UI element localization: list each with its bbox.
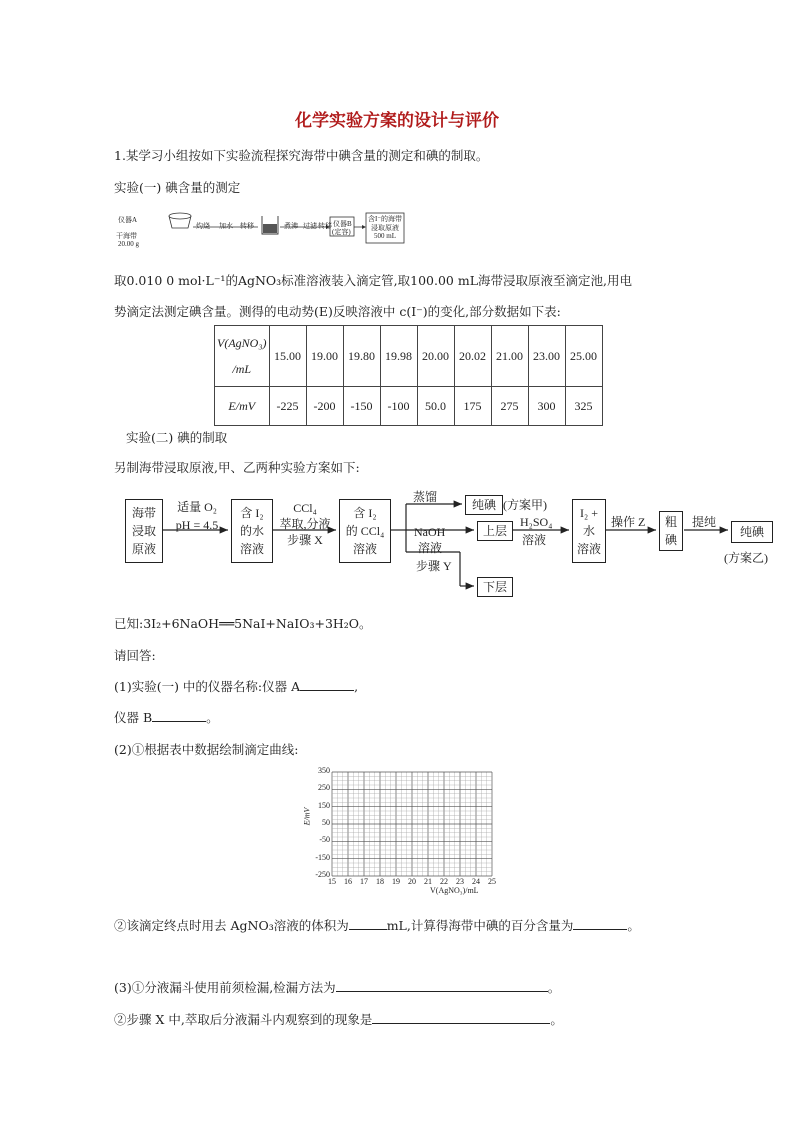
arrow-label-step-y: 步骤 Y: [416, 559, 452, 573]
box-text: 含 I₂: [353, 506, 377, 520]
box-text: 浸取: [131, 524, 156, 538]
paragraph-1-line1: 取0.010 0 mol·L⁻¹的AgNO₃标准溶液装入滴定管,取100.00 mL海带浸取原液至滴定池,用电: [114, 273, 632, 288]
table-cell: 23.00: [528, 326, 565, 387]
answer-blank-phenomenon[interactable]: [372, 1010, 550, 1024]
flow-box-lower-layer: 下层: [477, 577, 513, 597]
x-tick-label: 20: [408, 877, 416, 886]
table-cell: 19.98: [380, 326, 417, 387]
arrow-label-oxygen: 适量 O₂: [177, 500, 217, 514]
box-text: 海带: [131, 506, 156, 520]
table-cell: 50.0: [417, 387, 454, 426]
table-cell: 21.00: [491, 326, 528, 387]
step-filter: 过滤: [303, 222, 317, 230]
question-3-part-1-text: (3)①分液漏斗使用前须检漏,检漏方法为: [114, 980, 336, 995]
page-title: 化学实验方案的设计与评价: [295, 111, 499, 131]
box-text: 粗: [664, 515, 677, 529]
table-cell: -150: [343, 387, 380, 426]
table-cell: 275: [491, 387, 528, 426]
table-cell: -100: [380, 387, 417, 426]
table-cell: 25.00: [565, 326, 602, 387]
table-header-emf: E/mV: [215, 387, 270, 426]
table-cell: 19.80: [343, 326, 380, 387]
volume-header-line1: V(AgNO₃): [217, 336, 267, 350]
x-tick-label: 15: [328, 877, 336, 886]
arrow-label-operation-z: 操作 Z: [611, 515, 646, 529]
flow-box-iodine-water: [231, 499, 273, 563]
step-add-water: 加水: [219, 222, 233, 230]
y-tick-label: 150: [318, 800, 330, 810]
question-1-text: (1)实验(一) 中的仪器名称:仪器 A: [114, 679, 301, 694]
volume-header-line2: /mL: [232, 362, 252, 376]
y-tick-label: -250: [315, 870, 330, 879]
box-text: 含 I₂: [240, 506, 264, 520]
grid-x-axis-title: V(AgNO₃)/mL: [430, 886, 479, 895]
stock-solution-volume: 500 mL: [374, 232, 396, 240]
question-2-part-2: [114, 916, 640, 934]
answer-blank-percentage[interactable]: [573, 916, 627, 930]
question-3-part-2-punct: 。: [550, 1012, 563, 1027]
table-cell: 325: [565, 387, 602, 426]
arrow-label-h2so4-solution: 溶液: [522, 533, 547, 547]
instrument-b-label: 仪器B: [333, 220, 352, 228]
table-cell: 19.00: [306, 326, 343, 387]
table-cell: 15.00: [269, 326, 306, 387]
question-3-part-1-punct: 。: [547, 980, 561, 995]
x-tick-label: 24: [472, 877, 480, 886]
answer-blank-instrument-a[interactable]: [300, 677, 354, 691]
question-1: [114, 677, 358, 695]
x-tick-label: 17: [360, 877, 368, 886]
question-2-part-2-text: ②该滴定终点时用去 AgNO₃溶液的体积为: [114, 918, 349, 933]
table-cell: 20.02: [454, 326, 491, 387]
answer-blank-leak-test[interactable]: [336, 978, 548, 992]
x-tick-label: 25: [488, 877, 496, 886]
box-text: 碘: [664, 533, 677, 547]
x-tick-label: 21: [424, 877, 432, 886]
table-cell: 300: [528, 387, 565, 426]
question-2-part-1: (2)①根据表中数据绘制滴定曲线:: [114, 742, 299, 757]
x-tick-label: 23: [456, 877, 464, 886]
question-2-part-2-mid: mL,计算得海带中碘的百分含量为: [386, 918, 574, 933]
arrow-label-distill: 蒸馏: [413, 490, 438, 504]
arrow-label-step-x: 步骤 X: [287, 533, 323, 547]
y-tick-label: 250: [318, 783, 330, 793]
x-tick-label: 16: [344, 877, 352, 886]
experiment-2-intro: 另制海带浸取原液,甲、乙两种实验方案如下:: [114, 460, 360, 475]
please-answer: 请回答:: [114, 648, 156, 663]
question-1b: [114, 708, 219, 726]
plan-a-label: (方案甲): [503, 498, 547, 512]
experiment-2-heading: 实验(二) 碘的制取: [126, 430, 228, 445]
box-text: 原液: [131, 542, 156, 556]
arrow-label-h2so4: H₂SO₄: [520, 515, 553, 529]
answer-blank-volume[interactable]: [349, 916, 387, 930]
stock-solution-line2: 浸取原液: [371, 224, 399, 232]
box-text: 的水: [239, 524, 264, 538]
y-tick-label: 50: [322, 818, 330, 827]
table-cell: 20.00: [417, 326, 454, 387]
arrow-label-naoh-solution: 溶液: [418, 541, 443, 555]
flow-box-iodine-aqueous: [572, 499, 606, 563]
kelp-mass-label: 20.00 g: [118, 240, 139, 248]
x-tick-label: 19: [392, 877, 400, 886]
plan-b-label: (方案乙): [724, 551, 768, 565]
box-text: I₂ +: [580, 506, 598, 520]
table-cell: 175: [454, 387, 491, 426]
grid-y-axis-title: E/mV: [302, 807, 312, 826]
answer-blank-instrument-b[interactable]: [152, 708, 206, 722]
question-1b-punct: 。: [206, 710, 219, 725]
box-text: 的 CCl₄: [345, 524, 385, 538]
kelp-label: 干海带: [116, 232, 137, 240]
grid-canvas: [326, 770, 526, 890]
question-2-part-2-punct: 。: [627, 918, 640, 933]
step-transfer-1: 转移: [240, 222, 254, 230]
arrow-label-extraction: 萃取,分液: [279, 517, 331, 531]
step-transfer-2: 转移: [318, 222, 332, 230]
question-3-part-1: [114, 978, 560, 996]
question-1b-text: 仪器 B: [114, 710, 153, 725]
experiment-1-heading: 实验(一) 碘含量的测定: [114, 180, 241, 195]
box-text: 溶液: [239, 542, 264, 556]
instrument-b-note: (定容): [332, 228, 351, 236]
question-3-part-2: [114, 1010, 563, 1028]
known-equation: 已知:3I₂+6NaOH══5NaI+NaIO₃+3H₂O。: [114, 616, 372, 631]
x-tick-label: 22: [440, 877, 448, 886]
flow-box-upper-layer: 上层: [477, 521, 513, 541]
step-boil: 煮沸: [284, 222, 298, 230]
question-3-part-2-text: ②步骤 X 中,萃取后分液漏斗内观察到的现象是: [114, 1012, 373, 1027]
box-text: 溶液: [576, 542, 601, 556]
table-cell: -225: [269, 387, 306, 426]
flow-box-kelp-solution: [125, 499, 163, 563]
question-1-punct: ,: [354, 679, 359, 694]
x-tick-label: 18: [376, 877, 384, 886]
flow-box-pure-iodine-b: 纯碘: [731, 521, 773, 543]
arrow-label-ph: pH = 4.5: [175, 518, 219, 532]
arrow-label-purify: 提纯: [692, 515, 717, 529]
table-cell: -200: [306, 387, 343, 426]
question-1-intro: 1.某学习小组按如下实验流程探究海带中碘含量的测定和碘的制取。: [114, 148, 489, 163]
stock-solution-line1: 含I⁻的海带: [368, 215, 403, 223]
arrow-label-ccl4: CCl₄: [293, 501, 317, 515]
box-text: 溶液: [352, 542, 377, 556]
flow-box-pure-iodine-a: 纯碘: [465, 495, 503, 515]
instrument-a-label: 仪器A: [118, 216, 138, 224]
step-burn: 灼烧: [196, 222, 210, 230]
flow-box-iodine-ccl4: [339, 499, 391, 563]
y-tick-label: -150: [315, 852, 330, 862]
arrow-label-naoh: NaOH: [414, 525, 446, 539]
flow-box-crude-iodine: [659, 511, 683, 551]
y-tick-label: -50: [319, 835, 330, 845]
paragraph-1-line2: 势滴定法测定碘含量。测得的电动势(E)反映溶液中 c(I⁻)的变化,部分数据如下表:: [114, 304, 561, 319]
y-tick-label: 350: [318, 766, 330, 775]
box-text: 水: [582, 524, 595, 538]
